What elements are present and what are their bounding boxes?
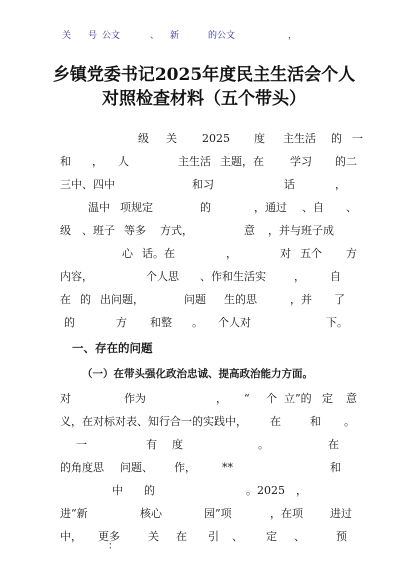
text-fragment: 关 bbox=[166, 132, 177, 145]
paragraph-line bbox=[0, 130, 408, 148]
text-fragment: ， bbox=[216, 392, 227, 405]
text-fragment: 在 bbox=[270, 415, 281, 428]
text-fragment: 定 bbox=[266, 530, 277, 543]
text-fragment: 度 bbox=[254, 132, 265, 145]
text-fragment: 立”的 bbox=[284, 392, 312, 405]
paragraph-line bbox=[0, 436, 408, 454]
text-fragment: ** bbox=[222, 461, 233, 474]
text-fragment: 意 bbox=[346, 392, 357, 405]
text-fragment: 、 bbox=[232, 530, 243, 543]
nav-link-3[interactable]: 公文 bbox=[102, 31, 121, 41]
text-fragment: ， bbox=[226, 247, 237, 260]
text-fragment: 作为 bbox=[124, 392, 146, 405]
text-fragment: 作， bbox=[174, 461, 196, 474]
text-fragment: 方 bbox=[116, 316, 127, 329]
text-fragment: 。 bbox=[344, 415, 355, 428]
text-fragment: 下。 bbox=[326, 316, 348, 329]
document-title-line-2: 对照检查材料（五个带头） bbox=[102, 89, 306, 109]
text-fragment: 在 bbox=[328, 438, 339, 451]
text-fragment: 和 bbox=[310, 415, 321, 428]
text-fragment: 、作和生活实 bbox=[200, 270, 266, 283]
text-fragment: 关 bbox=[148, 530, 159, 543]
nav-link-7[interactable]: ， bbox=[288, 31, 298, 41]
subsection-heading-text: （一）在带头强化政治忠诚、提高政治能力方面。 bbox=[82, 368, 313, 380]
paragraph-line bbox=[0, 268, 408, 286]
text-fragment: 一 bbox=[76, 438, 87, 451]
nav-link-4[interactable]: 、 bbox=[150, 31, 160, 41]
paragraph-line bbox=[0, 291, 408, 309]
text-fragment: 在 bbox=[60, 293, 71, 306]
text-fragment: 义，在对标对表、知行合一的实践中， bbox=[60, 415, 247, 428]
text-fragment: 的二 bbox=[335, 155, 357, 168]
text-fragment: 的 bbox=[331, 132, 342, 145]
text-fragment: 个人对 bbox=[218, 316, 251, 329]
paragraph-line bbox=[0, 245, 408, 263]
text-fragment: 主生活 bbox=[178, 155, 211, 168]
text-fragment: 对 bbox=[60, 392, 71, 405]
paragraph-line bbox=[0, 199, 408, 217]
paragraph-line bbox=[0, 153, 408, 171]
text-fragment: 、自 bbox=[302, 201, 324, 214]
text-fragment: 主生活 bbox=[283, 132, 316, 145]
text-fragment: 自 bbox=[330, 270, 341, 283]
text-fragment: 2025 bbox=[202, 132, 230, 145]
nav-link-5[interactable]: 新 bbox=[170, 31, 180, 41]
section-heading-text: 一、存在的问题 bbox=[72, 341, 153, 355]
text-fragment: ，在项 bbox=[270, 507, 303, 520]
text-fragment: 一 bbox=[352, 132, 363, 145]
text-fragment: 的 bbox=[64, 316, 75, 329]
text-fragment: 和整 bbox=[150, 316, 172, 329]
text-fragment: 心 bbox=[122, 247, 133, 260]
text-fragment: 级 bbox=[60, 224, 71, 237]
text-fragment: 核心 bbox=[140, 507, 162, 520]
text-fragment: 、 bbox=[294, 530, 305, 543]
text-fragment: 的 bbox=[144, 484, 155, 497]
section-heading bbox=[0, 339, 408, 357]
text-fragment: ，通过 bbox=[254, 201, 287, 214]
text-fragment: 预 bbox=[336, 530, 347, 543]
text-fragment: ， bbox=[335, 178, 346, 191]
footer-mark: ： bbox=[108, 541, 118, 552]
paragraph-line bbox=[0, 482, 408, 500]
text-fragment: 、班子 bbox=[82, 224, 115, 237]
text-fragment: ，并 bbox=[290, 293, 312, 306]
text-fragment: 学习 bbox=[290, 155, 312, 168]
text-fragment: ， bbox=[294, 270, 305, 283]
paragraph-line bbox=[0, 390, 408, 408]
text-fragment: 和 bbox=[60, 155, 71, 168]
text-fragment: 个人思 bbox=[146, 270, 179, 283]
text-fragment: 度 bbox=[172, 438, 183, 451]
top-breadcrumb-links bbox=[62, 28, 368, 42]
text-fragment: 方 bbox=[346, 247, 357, 260]
paragraph-line bbox=[0, 505, 408, 523]
text-fragment: 。 bbox=[258, 438, 269, 451]
text-fragment: 对 bbox=[280, 247, 291, 260]
text-fragment: ，并与班子成 bbox=[268, 224, 334, 237]
nav-link-6[interactable]: 的公文 bbox=[208, 31, 236, 41]
text-fragment: 出问题， bbox=[100, 293, 144, 306]
text-fragment: 方式， bbox=[160, 224, 193, 237]
document-title-line-1: 乡镇党委书记2025年度民主生活会个人 bbox=[52, 65, 356, 85]
text-fragment: 等多 bbox=[124, 224, 146, 237]
text-fragment: 话。在 bbox=[142, 247, 175, 260]
subsection-heading bbox=[0, 365, 408, 383]
text-fragment: “ bbox=[244, 392, 250, 405]
text-fragment: 个 bbox=[266, 392, 277, 405]
text-fragment: 的 bbox=[80, 293, 91, 306]
nav-link-1[interactable]: 关 bbox=[62, 31, 72, 41]
text-fragment: ， bbox=[92, 155, 103, 168]
text-fragment: 主题，在 bbox=[220, 155, 264, 168]
text-fragment: 进“新 bbox=[60, 507, 88, 520]
text-fragment: 问题 bbox=[184, 293, 206, 306]
text-fragment: 定 bbox=[322, 392, 333, 405]
text-fragment: 内容， bbox=[60, 270, 93, 283]
text-fragment: 项规定 bbox=[120, 201, 153, 214]
text-fragment: 问题、 bbox=[120, 461, 153, 474]
text-fragment: 。 bbox=[192, 316, 203, 329]
paragraph-line bbox=[0, 459, 408, 477]
text-fragment: 的 bbox=[200, 201, 211, 214]
text-fragment: 在 bbox=[176, 530, 187, 543]
text-fragment: 话 bbox=[284, 178, 295, 191]
text-fragment: 和 bbox=[330, 461, 341, 474]
nav-link-2[interactable]: 号 bbox=[88, 31, 98, 41]
text-fragment: 生的思 bbox=[224, 293, 257, 306]
text-fragment: 园”项 bbox=[204, 507, 232, 520]
text-fragment: 。2025 bbox=[246, 484, 285, 497]
text-fragment: 意 bbox=[244, 224, 255, 237]
text-fragment: 更多 bbox=[98, 530, 120, 543]
paragraph-line bbox=[0, 176, 408, 194]
text-fragment: 中 bbox=[112, 484, 123, 497]
text-fragment: 中， bbox=[60, 530, 82, 543]
text-fragment: 进过 bbox=[330, 507, 352, 520]
text-fragment: 的角度思 bbox=[60, 461, 104, 474]
text-fragment: 了 bbox=[334, 293, 345, 306]
text-fragment: 引 bbox=[208, 530, 219, 543]
text-fragment: 和习 bbox=[192, 178, 214, 191]
paragraph-line bbox=[0, 314, 408, 332]
paragraph-line bbox=[0, 528, 408, 546]
text-fragment: 有 bbox=[146, 438, 157, 451]
text-fragment: 人 bbox=[118, 155, 129, 168]
paragraph-line bbox=[0, 222, 408, 240]
text-fragment: 级 bbox=[138, 132, 149, 145]
text-fragment: ， bbox=[296, 484, 307, 497]
text-fragment: 三中、四中 bbox=[60, 178, 115, 191]
text-fragment: 、 bbox=[346, 201, 357, 214]
text-fragment: 温中 bbox=[88, 201, 110, 214]
paragraph-line bbox=[0, 413, 408, 431]
text-fragment: 五个 bbox=[300, 247, 322, 260]
